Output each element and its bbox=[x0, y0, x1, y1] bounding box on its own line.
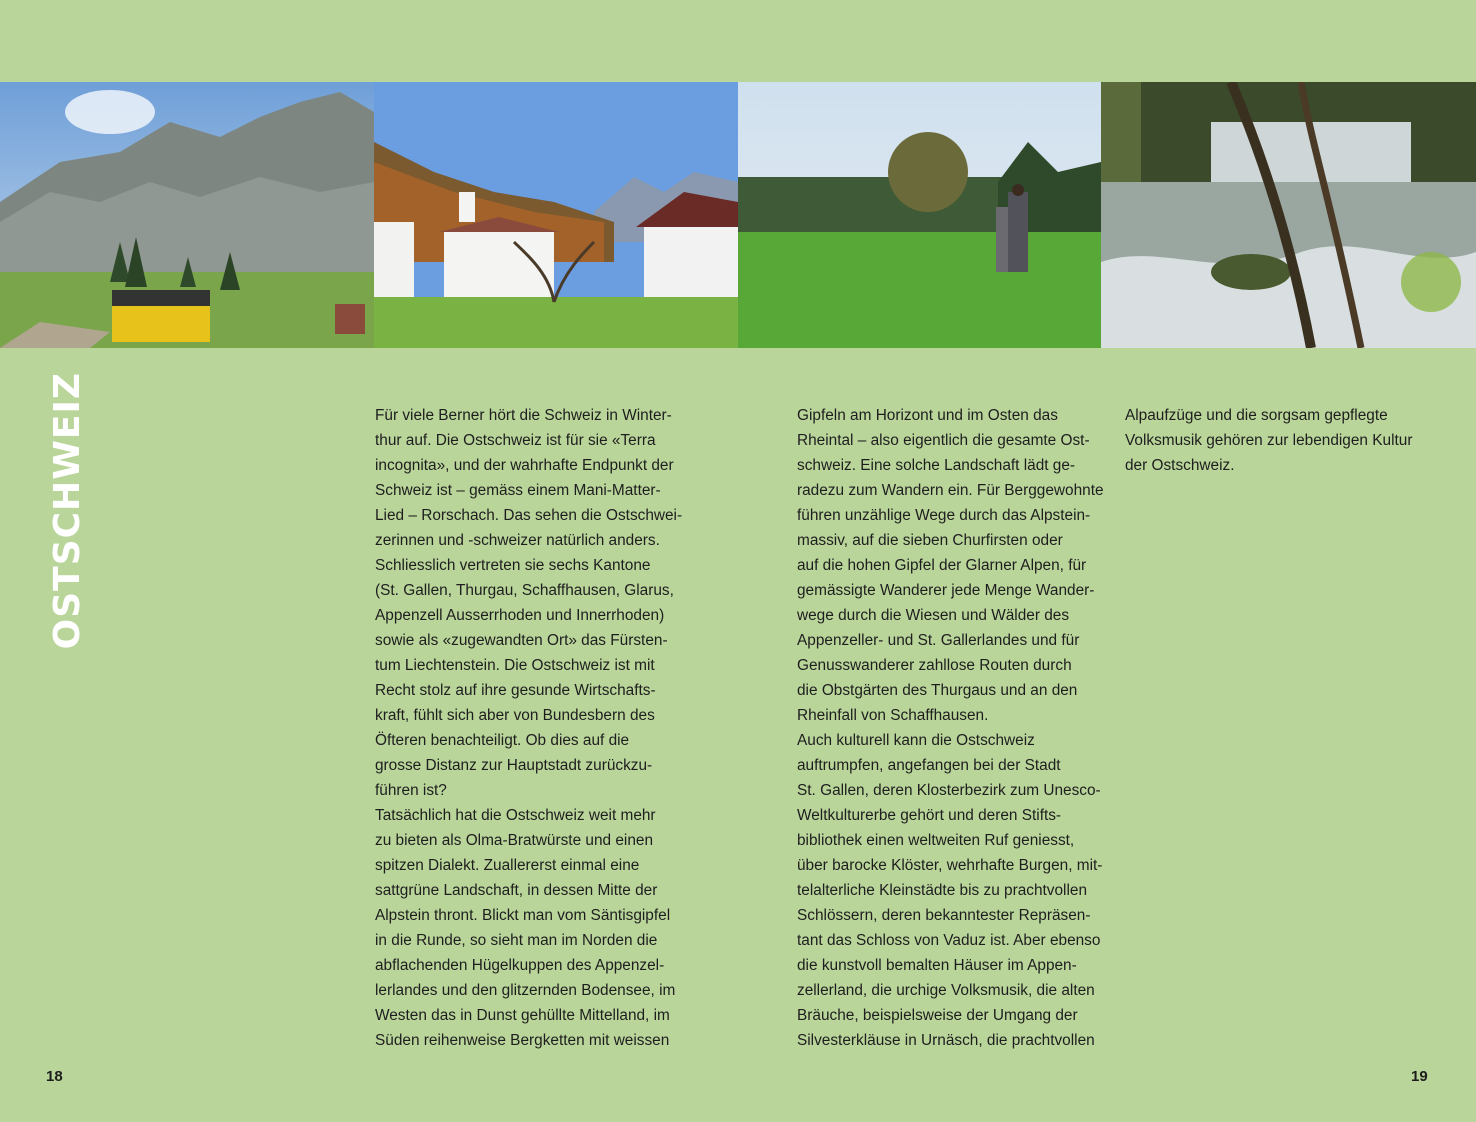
text-line: tant das Schloss von Vaduz ist. Aber ebenso bbox=[797, 932, 1101, 949]
photo-hikers-meadow bbox=[738, 82, 1101, 348]
text-line: zu bieten als Olma-Bratwürste und einen bbox=[375, 832, 654, 849]
text-line: Tatsächlich hat die Ostschweiz weit mehr bbox=[375, 807, 656, 824]
text-line: zerinnen und -schweizer natürlich anders. bbox=[375, 532, 660, 549]
text-line: Auch kulturell kann die Ostschweiz bbox=[797, 732, 1035, 749]
text-line: Genusswanderer zahllose Routen durch bbox=[797, 657, 1072, 674]
text-line: kraft, fühlt sich aber von Bundesbern des bbox=[375, 707, 655, 724]
text-line: (St. Gallen, Thurgau, Schaffhausen, Glarus, bbox=[375, 582, 674, 599]
text-line: in die Runde, so sieht man im Norden die bbox=[375, 932, 658, 949]
text-line: telalterliche Kleinstädte bis zu prachtvollen bbox=[797, 882, 1088, 899]
text-line: Westen das in Dunst gehüllte Mittelland, im bbox=[375, 1007, 670, 1024]
text-column-2 bbox=[797, 403, 1117, 1053]
text-line: wege durch die Wiesen und Wälder des bbox=[797, 607, 1070, 624]
text-line: Schweiz ist – gemäss einem Mani-Matter- bbox=[375, 482, 661, 499]
text-line: lerlandes und den glitzernden Bodensee, im bbox=[375, 982, 676, 999]
text-line: auftrumpfen, angefangen bei der Stadt bbox=[797, 757, 1061, 774]
text-line: spitzen Dialekt. Zuallererst einmal eine bbox=[375, 857, 640, 874]
text-line: incognita», und der wahrhafte Endpunkt der bbox=[375, 457, 674, 474]
text-line: der Ostschweiz. bbox=[1125, 457, 1235, 474]
text-line: gemässigte Wanderer jede Menge Wander- bbox=[797, 582, 1095, 599]
text-line: sowie als «zugewandten Ort» das Fürsten- bbox=[375, 632, 668, 649]
text-line: Schlössern, deren bekanntester Repräsen- bbox=[797, 907, 1091, 924]
text-line: Bräuche, beispielsweise der Umgang der bbox=[797, 1007, 1078, 1024]
text-line: führen ist? bbox=[375, 782, 447, 799]
text-line: Weltkulturerbe gehört und deren Stifts- bbox=[797, 807, 1062, 824]
text-line: Süden reihenweise Bergketten mit weissen bbox=[375, 1032, 670, 1049]
text-line: Gipfeln am Horizont und im Osten das bbox=[797, 407, 1058, 424]
text-line: Alpstein thront. Blickt man vom Säntisgipfel bbox=[375, 907, 671, 924]
text-line: grosse Distanz zur Hauptstadt zurückzu- bbox=[375, 757, 653, 774]
text-line: abflachenden Hügelkuppen des Appenzel- bbox=[375, 957, 665, 974]
text-line: Recht stolz auf ihre gesunde Wirtschafts- bbox=[375, 682, 656, 699]
text-line: Appenzell Ausserrhoden und Innerrhoden) bbox=[375, 607, 665, 624]
page-number-left: 18 bbox=[46, 1068, 63, 1085]
text-line: massiv, auf die sieben Churfirsten oder bbox=[797, 532, 1063, 549]
text-line: radezu zum Wandern ein. Für Berggewohnte bbox=[797, 482, 1104, 499]
text-line: führen unzählige Wege durch das Alpstein- bbox=[797, 507, 1091, 524]
text-line: St. Gallen, deren Klosterbezirk zum Unesco- bbox=[797, 782, 1101, 799]
text-line: Alpaufzüge und die sorgsam gepflegte bbox=[1125, 407, 1388, 424]
text-line: tum Liechtenstein. Die Ostschweiz ist mit bbox=[375, 657, 655, 674]
text-line: Volksmusik gehören zur lebendigen Kultur bbox=[1125, 432, 1413, 449]
text-line: Appenzeller- und St. Gallerlandes und für bbox=[797, 632, 1080, 649]
text-line: Für viele Berner hört die Schweiz in Winter- bbox=[375, 407, 672, 424]
text-line: auf die hohen Gipfel der Glarner Alpen, für bbox=[797, 557, 1087, 574]
text-line: Silvesterkläuse in Urnäsch, die prachtvollen bbox=[797, 1032, 1095, 1049]
text-line: thur auf. Die Ostschweiz ist für sie «Terra bbox=[375, 432, 656, 449]
text-line: bibliothek einen weltweiten Ruf geniesst, bbox=[797, 832, 1075, 849]
section-title: OSTSCHWEIZ bbox=[47, 372, 88, 650]
photo-mountain-meadow bbox=[0, 82, 374, 348]
text-line: Rheinfall von Schaffhausen. bbox=[797, 707, 989, 724]
text-line: Lied – Rorschach. Das sehen die Ostschwei- bbox=[375, 507, 683, 524]
text-column-3 bbox=[1125, 403, 1445, 478]
page-number-right: 19 bbox=[1411, 1068, 1428, 1085]
text-line: zellerland, die urchige Volksmusik, die alten bbox=[797, 982, 1095, 999]
text-line: Schliesslich vertreten sie sechs Kantone bbox=[375, 557, 651, 574]
text-line: über barocke Klöster, wehrhafte Burgen, mit- bbox=[797, 857, 1103, 874]
photo-village bbox=[374, 82, 738, 348]
text-line: die kunstvoll bemalten Häuser im Appen- bbox=[797, 957, 1077, 974]
text-line: sattgrüne Landschaft, in dessen Mitte der bbox=[375, 882, 658, 899]
text-line: Öfteren benachteiligt. Ob dies auf die bbox=[375, 732, 630, 749]
photo-waterfall-river bbox=[1101, 82, 1476, 348]
text-line: schweiz. Eine solche Landschaft lädt ge- bbox=[797, 457, 1076, 474]
photo-strip bbox=[0, 82, 1476, 348]
text-line: Rheintal – also eigentlich die gesamte Ost- bbox=[797, 432, 1090, 449]
text-line: die Obstgärten des Thurgaus und an den bbox=[797, 682, 1078, 699]
text-column-1 bbox=[375, 403, 705, 1053]
